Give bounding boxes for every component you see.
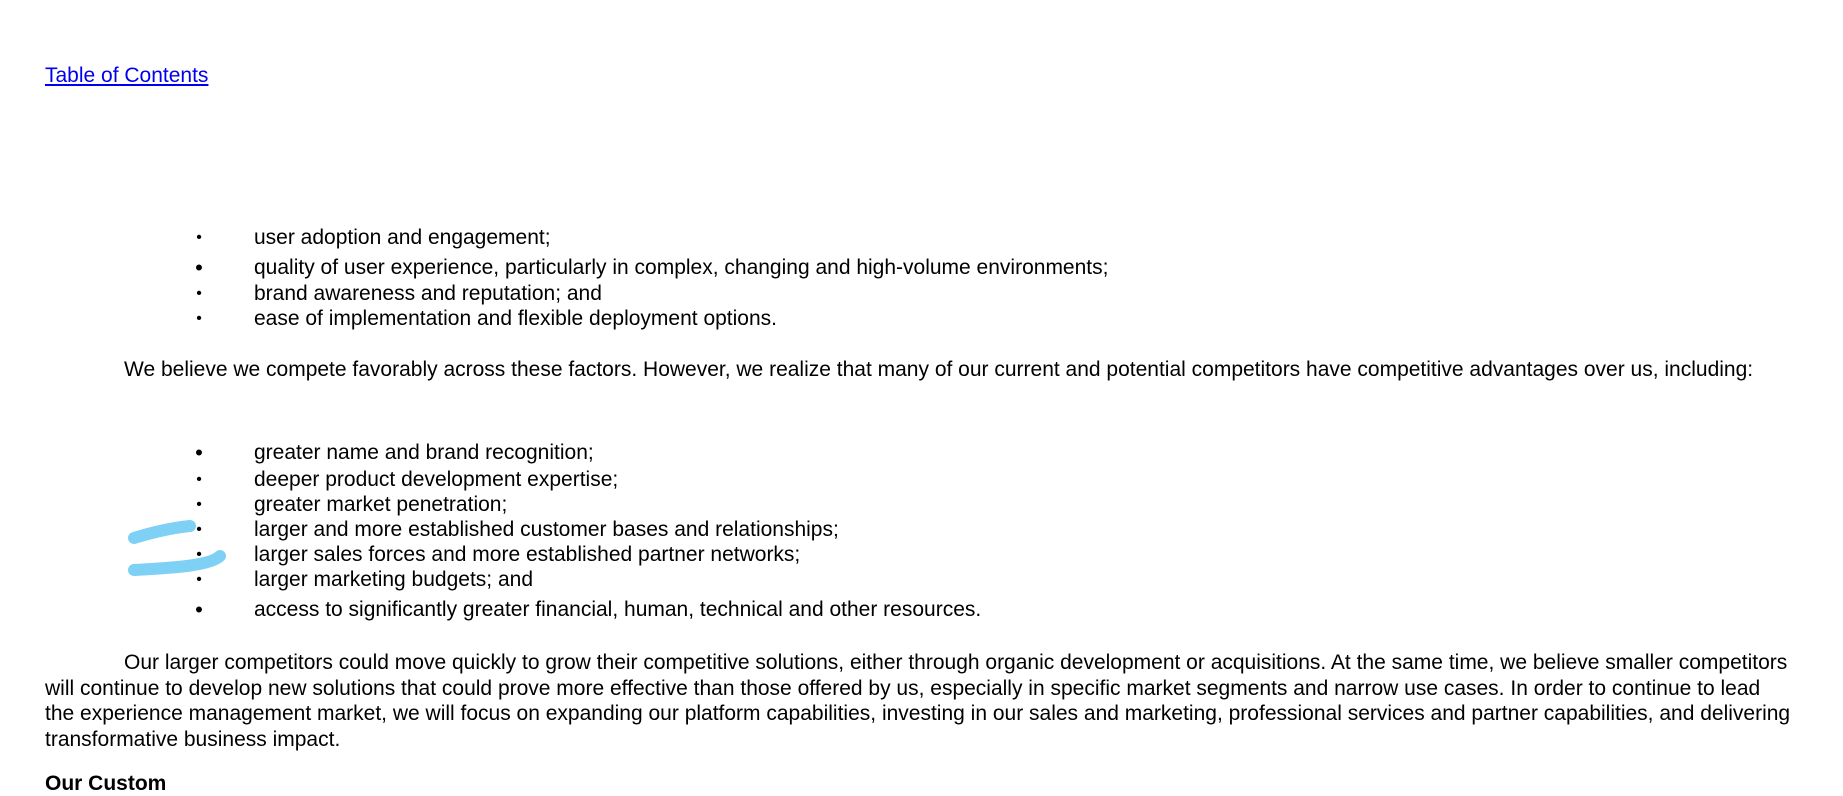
list-item-text: greater market penetration; [254, 493, 508, 516]
paragraph-competitive-position [45, 357, 1795, 383]
list-item-text: ease of implementation and flexible deployment options. [254, 307, 777, 330]
bullet-icon: • [196, 571, 202, 588]
list-item-text: deeper product development expertise; [254, 468, 619, 491]
highlighter-annotation [120, 512, 240, 582]
paragraph-text: We believe we compete favorably across these factors. However, we realize that many of our current and potential competitors have competitive advantages over us, including: [124, 358, 1754, 381]
bullet-icon: • [196, 521, 202, 538]
list-item-text: larger and more established customer bases and relationships; [254, 518, 839, 541]
highlighter-stroke-lower [134, 556, 220, 570]
bullet-icon: • [195, 255, 203, 280]
bullet-icon: • [196, 546, 202, 563]
bullet-icon: • [195, 597, 203, 622]
highlighter-stroke-upper [134, 526, 190, 538]
list-item-text: larger marketing budgets; and [254, 568, 533, 591]
list-item-text: larger sales forces and more established partner networks; [254, 543, 801, 566]
table-of-contents-link[interactable]: Table of Contents [45, 64, 209, 87]
bullet-icon: • [196, 496, 202, 513]
list-item-text: brand awareness and reputation; and [254, 282, 602, 305]
bullet-icon: • [196, 471, 202, 488]
bullet-icon: • [196, 310, 202, 327]
list-item-text: access to significantly greater financial, human, technical and other resources. [254, 598, 982, 621]
list-item-text: user adoption and engagement; [254, 226, 551, 249]
section-heading-partial: Our Custom [45, 772, 167, 795]
bullet-icon: • [195, 440, 203, 465]
bullet-icon: • [196, 229, 202, 246]
list-item-text: quality of user experience, particularly in complex, changing and high-volume environments; [254, 256, 1109, 279]
paragraph-text: Our larger competitors could move quickly to grow their competitive solutions, either through organic development or acquisitions. At the same time, we believe smaller competitors will continue to develop new solutions that could prove more effective than those offered by us, especially in specific market segments and narrow use cases. In order to continue to lead the experience management market, we will focus on expanding our platform capabilities, investing in our sales and marketing, professional services and partner capabilities, and delivering transformative business impact. [45, 651, 1791, 751]
paragraph-competitor-outlook [45, 650, 1795, 752]
list-item-text: greater name and brand recognition; [254, 441, 594, 464]
bullet-icon: • [196, 285, 202, 302]
